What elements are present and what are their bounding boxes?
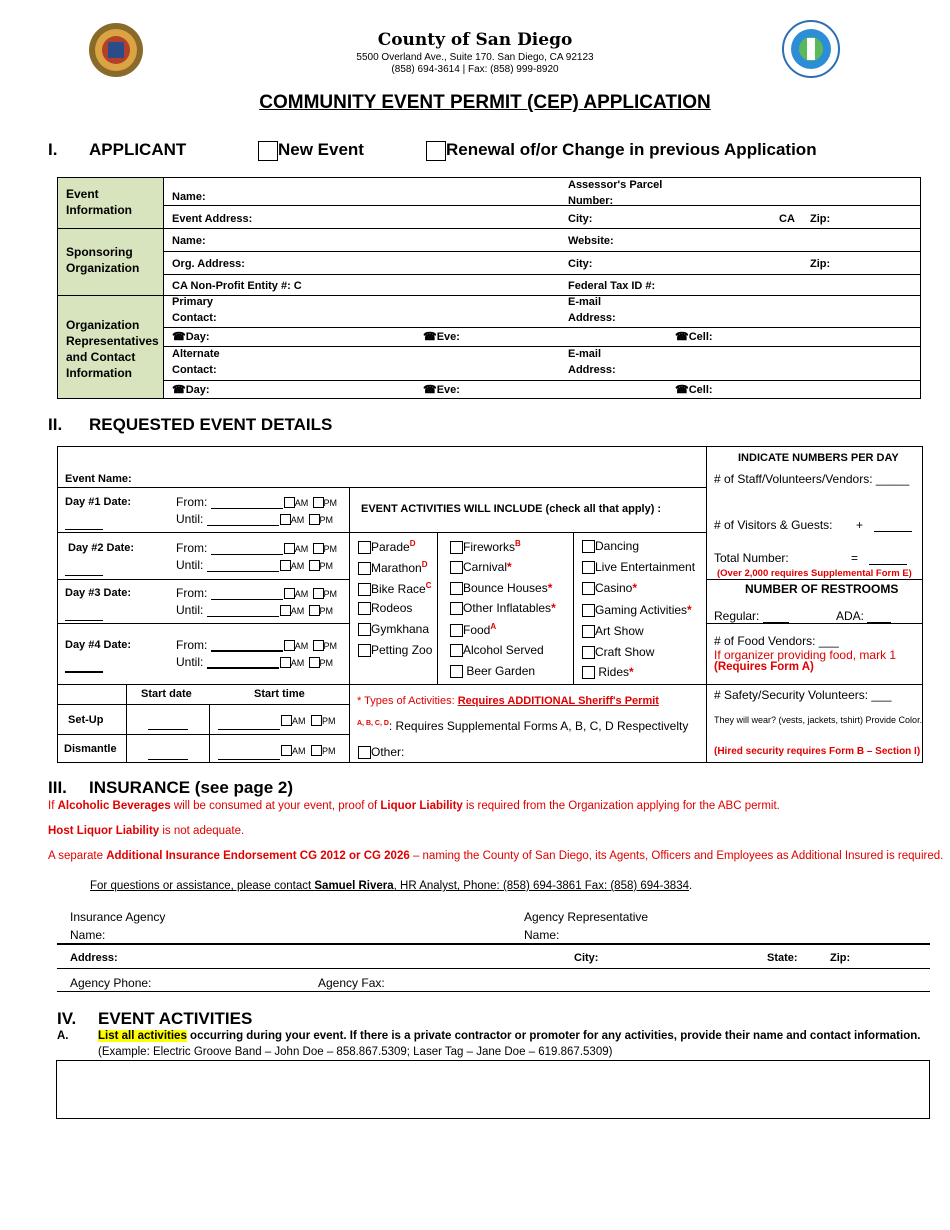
endorsement-note: A separate Additional Insurance Endorsement CG 2012 or CG 2026 – naming the County of San Diego, its Agents, Officers and Employees as Additional Insured is required.	[48, 850, 944, 862]
section-1-title: APPLICANT	[89, 140, 187, 159]
phone-icon: ☎	[172, 331, 186, 343]
setup-label: Set-Up	[68, 714, 104, 726]
org-name-field[interactable]: Name:	[172, 235, 206, 247]
agency-rep-label: Agency Representative	[524, 910, 649, 924]
food-note: If organizer providing food, mark 1	[714, 648, 897, 662]
ada-restrooms[interactable]: ADA:	[836, 609, 891, 623]
contact-note: For questions or assistance, please contact Samuel Rivera, HR Analyst, Phone: (858) 694-3861 Fax: (858) 694-3834.	[90, 880, 693, 892]
security-wear-note: They will wear? (vests, jackets, tshirt) Provide Color.	[714, 715, 923, 725]
setup-date[interactable]	[148, 712, 188, 730]
county-phone: (858) 694-3614 | Fax: (858) 999-8920	[391, 64, 559, 75]
county-address: 5500 Overland Ave., Suite 170. San Diego, CA 92123	[356, 52, 594, 63]
host-liquor-note: Host Liquor Liability is not adequate.	[48, 825, 245, 837]
activity-checkbox-food[interactable]: Food$^A$	[450, 622, 496, 637]
event-name-label[interactable]: Event Name:	[65, 473, 132, 485]
event-city-field[interactable]: City:	[568, 213, 593, 225]
dismantle-date[interactable]	[148, 742, 188, 760]
activity-checkbox-marathon[interactable]: Marathon$^D$	[358, 560, 427, 575]
item-a-label: A.	[57, 1030, 69, 1042]
activity-checkbox-art-show[interactable]: Art Show	[582, 624, 644, 638]
dismantle-time[interactable]: AM PM	[218, 742, 348, 760]
start-date-header: Start date	[141, 688, 192, 700]
activity-checkbox-rodeos[interactable]: Rodeos	[358, 601, 412, 615]
website-field[interactable]: Website:	[568, 235, 614, 247]
day-date-label[interactable]: Day #4 Date:	[65, 639, 132, 651]
county-name: County of San Diego	[377, 30, 573, 50]
org-address-field[interactable]: Org. Address:	[172, 258, 245, 270]
activity-checkbox-bounce-houses[interactable]: Bounce Houses*	[450, 581, 552, 595]
other-activity[interactable]: Other:	[358, 745, 404, 759]
agency-name-field[interactable]: Name:	[70, 928, 106, 942]
day-date-blank[interactable]	[65, 603, 103, 621]
agency-name-label: Insurance Agency	[70, 910, 166, 924]
visitors-count[interactable]: # of Visitors & Guests: +	[714, 518, 833, 532]
event-state: CA	[779, 213, 795, 225]
day-from[interactable]: From: AM PM	[176, 541, 338, 555]
new-event-label: New Event	[278, 140, 364, 159]
day-from[interactable]: From: AM PM	[176, 586, 338, 600]
total-number[interactable]: Total Number: =	[714, 551, 914, 565]
example-note: (Example: Electric Groove Band – John Doe – 858.867.5309; Laser Tag – Jane Doe – 619.867.5309)	[98, 1046, 613, 1058]
dismantle-label: Dismantle	[64, 743, 117, 755]
activity-checkbox-other-inflatables[interactable]: Other Inflatables*	[450, 601, 556, 615]
event-zip-field[interactable]: Zip:	[810, 213, 831, 225]
agency-state-field[interactable]: State:	[767, 952, 798, 964]
new-event-checkbox[interactable]	[258, 141, 278, 161]
phone-icon: ☎	[675, 384, 689, 396]
event-info-label: Event Information	[66, 187, 132, 217]
org-zip-field[interactable]: Zip:	[810, 258, 831, 270]
activity-checkbox-parade[interactable]: Parade$^D$	[358, 539, 415, 554]
page-title: COMMUNITY EVENT PERMIT (CEP) APPLICATION	[259, 92, 711, 113]
org-city-field[interactable]: City:	[568, 258, 593, 270]
nonprofit-field[interactable]: CA Non-Profit Entity #: C	[172, 280, 302, 292]
agency-phone-field[interactable]: Agency Phone:	[70, 976, 152, 990]
activity-checkbox-beer-garden[interactable]: Beer Garden	[450, 664, 535, 678]
agency-city-field[interactable]: City:	[574, 952, 599, 964]
day-until[interactable]: Until: AM PM	[176, 603, 334, 617]
phone-icon: ☎	[675, 331, 689, 343]
regular-restrooms[interactable]: Regular:	[714, 609, 789, 623]
fed-tax-field[interactable]: Federal Tax ID #:	[568, 280, 656, 292]
activity-checkbox-gaming-activities[interactable]: Gaming Activities*	[582, 603, 692, 617]
renewal-label: Renewal of/or Change in previous Application	[446, 140, 817, 159]
renewal-checkbox[interactable]	[426, 141, 446, 161]
org-reps-label: Organization Representatives and Contact Information	[66, 318, 159, 380]
section-2-title: REQUESTED EVENT DETAILS	[89, 415, 333, 434]
primary-day-phone[interactable]: ☎Day:	[172, 331, 210, 343]
primary-email-field[interactable]: E-mail Address:	[568, 296, 616, 324]
activity-checkbox-fireworks[interactable]: Fireworks$^B$	[450, 539, 521, 554]
day-date-blank[interactable]	[65, 558, 103, 576]
day-until[interactable]: Until: AM PM	[176, 512, 334, 526]
restrooms-header: NUMBER OF RESTROOMS	[745, 582, 899, 596]
day-from[interactable]: From: AM PM	[176, 495, 338, 509]
section-3-number: III.	[48, 778, 67, 797]
section-1-number: I.	[48, 140, 58, 159]
primary-cell-phone[interactable]: ☎Cell:	[675, 331, 713, 343]
agency-fax-field[interactable]: Agency Fax:	[318, 976, 385, 990]
county-seal-icon	[88, 22, 144, 78]
activity-checkbox-petting-zoo[interactable]: Petting Zoo	[358, 643, 432, 657]
setup-time[interactable]: AM PM	[218, 712, 348, 730]
indicate-numbers: INDICATE NUMBERS PER DAY	[738, 452, 899, 464]
safety-volunteers[interactable]: # Safety/Security Volunteers: ___	[714, 688, 892, 702]
activity-checkbox-dancing[interactable]: Dancing	[582, 539, 639, 553]
health-seal-icon	[782, 20, 840, 78]
alternate-eve-phone[interactable]: ☎Eve:	[423, 384, 460, 396]
day-date-blank[interactable]	[65, 512, 103, 530]
phone-icon: ☎	[423, 331, 437, 343]
activity-checkbox-carnival[interactable]: Carnival*	[450, 560, 512, 574]
primary-contact-field[interactable]: Primary Contact:	[172, 296, 217, 324]
sponsoring-label: Sponsoring Organization	[66, 245, 140, 275]
day-date-label[interactable]: Day #3 Date:	[65, 587, 132, 599]
staff-count[interactable]: # of Staff/Volunteers/Vendors: _____	[714, 472, 910, 486]
start-time-header: Start time	[254, 688, 305, 700]
food-vendors-count[interactable]: # of Food Vendors: ___	[714, 634, 839, 648]
alternate-contact-field[interactable]: Alternate Contact:	[172, 348, 220, 376]
county-seal	[88, 22, 144, 78]
agency-zip-field[interactable]: Zip:	[830, 952, 851, 964]
phone-icon: ☎	[423, 384, 437, 396]
section-4-title: EVENT ACTIVITIES	[98, 1009, 253, 1028]
activities-header: EVENT ACTIVITIES WILL INCLUDE (check all that apply) :	[361, 503, 662, 515]
activity-checkbox-alcohol-served[interactable]: Alcohol Served	[450, 643, 544, 657]
activity-checkbox-casino[interactable]: Casino*	[582, 581, 637, 595]
section-4-number: IV.	[57, 1009, 77, 1028]
alternate-cell-phone[interactable]: ☎Cell:	[675, 384, 713, 396]
liquor-note: If Alcoholic Beverages will be consumed at your event, proof of Liquor Liability is required from the Organization applying for the ABC permit.	[48, 800, 780, 812]
day-date-label[interactable]: Day #1 Date:	[65, 496, 132, 508]
day-date-blank[interactable]	[65, 655, 103, 673]
alternate-day-phone[interactable]: ☎Day:	[172, 384, 210, 396]
day-from[interactable]: From: AM PM	[176, 638, 338, 652]
primary-eve-phone[interactable]: ☎Eve:	[423, 331, 460, 343]
agency-address-field[interactable]: Address:	[70, 952, 118, 964]
requires-form-a: (Requires Form A)	[714, 661, 814, 673]
activity-checkbox-bike-race[interactable]: Bike Race$^C$	[358, 581, 431, 596]
section-3-title: INSURANCE (see page 2)	[89, 778, 294, 797]
list-activities-instruction: List all activities occurring during your event. If there is a private contractor or promoter for any activities, provide their name and contact information.	[98, 1030, 921, 1042]
agency-rep-field[interactable]: Name:	[524, 928, 560, 942]
hired-security-note: (Hired security requires Form B – Section I)	[714, 746, 921, 757]
health-seal	[782, 20, 840, 78]
phone-icon: ☎	[172, 384, 186, 396]
event-name-field[interactable]: Name:	[172, 191, 206, 203]
activity-checkbox-live-entertainment[interactable]: Live Entertainment	[582, 560, 695, 574]
day-date-label[interactable]: Day #2 Date:	[68, 542, 135, 554]
activity-checkbox-rides[interactable]: Rides*	[582, 665, 634, 679]
day-until[interactable]: Until: AM PM	[176, 558, 334, 572]
over-2000-note: (Over 2,000 requires Supplemental Form E)	[717, 568, 912, 579]
sheriff-permit-note: * Types of Activities: Requires ADDITIONAL Sheriff's Permit	[357, 695, 659, 707]
section-2-number: II.	[48, 415, 63, 434]
activity-checkbox-gymkhana[interactable]: Gymkhana	[358, 622, 429, 636]
event-address-field[interactable]: Event Address:	[172, 213, 253, 225]
supplemental-forms-note: $^{A, B, C, D}$: Requires Supplemental Forms A, B, C, D Respectivelty	[357, 719, 689, 733]
activity-checkbox-craft-show[interactable]: Craft Show	[582, 645, 654, 659]
apn-field[interactable]: Assessor's Parcel Number:	[568, 179, 663, 207]
activities-textarea[interactable]	[56, 1060, 930, 1119]
alternate-email-field[interactable]: E-mail Address:	[568, 348, 616, 376]
day-until[interactable]: Until: AM PM	[176, 655, 334, 669]
